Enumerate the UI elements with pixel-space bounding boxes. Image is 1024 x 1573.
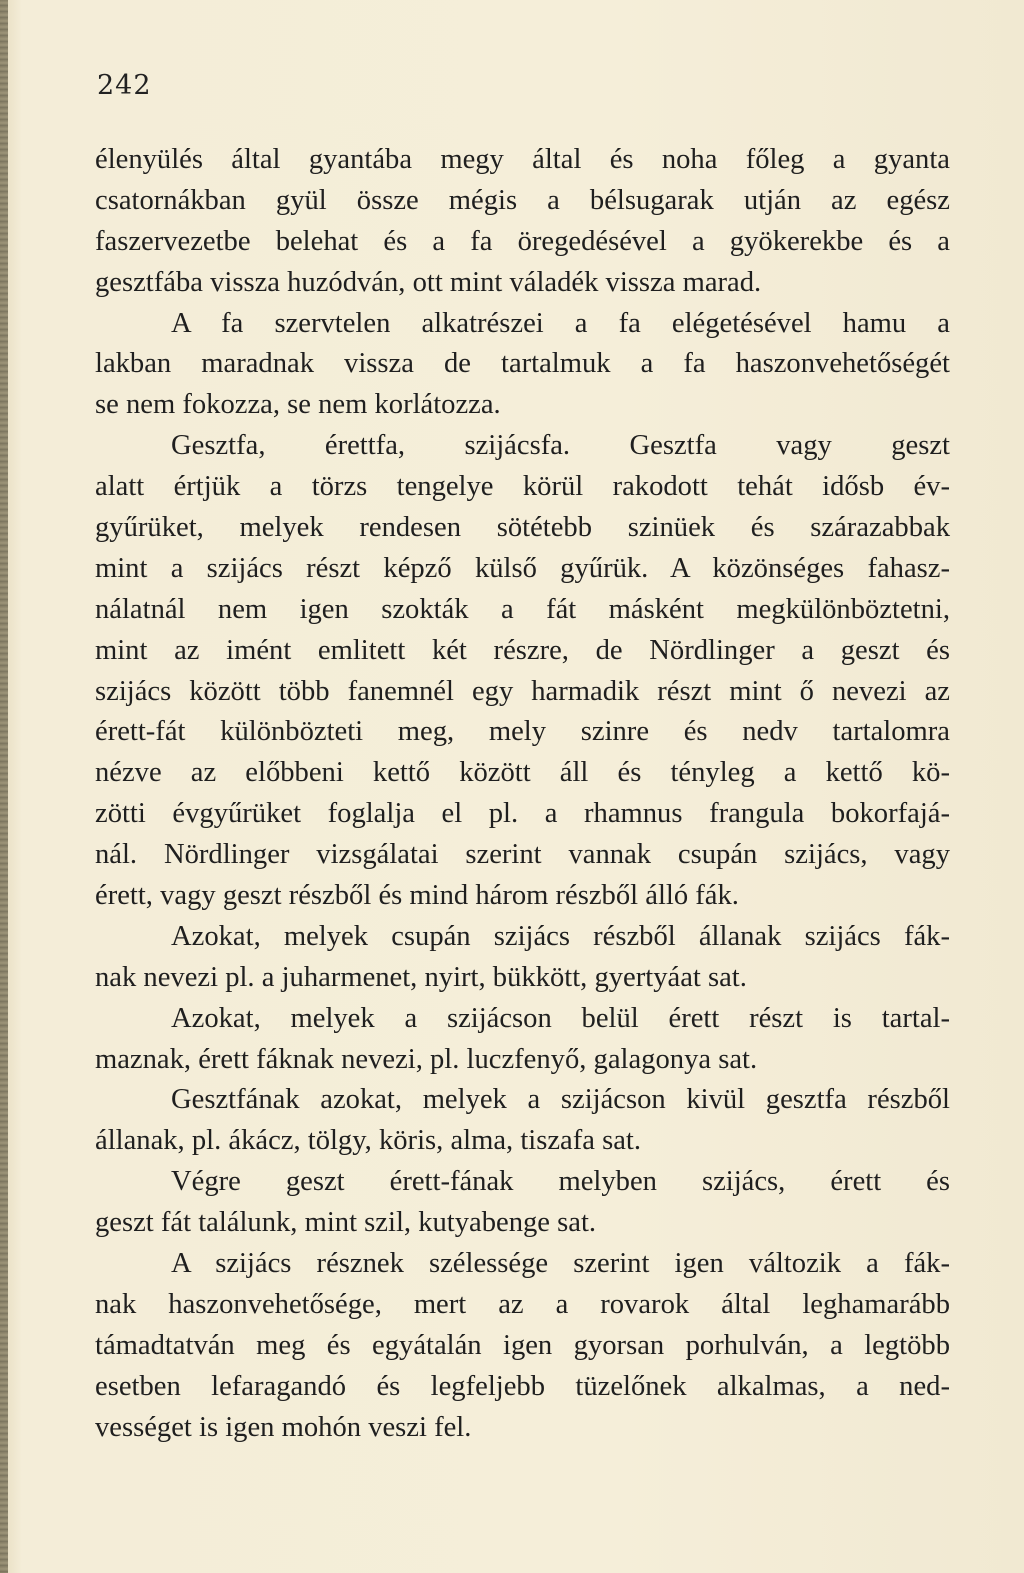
text-line: zötti évgyűrüket foglalja el pl. a rhamnus frangula bokorfajá- — [95, 798, 950, 830]
text-line: mint az imént emlitett két részre, de Nördlinger a geszt és — [95, 634, 950, 666]
text-line: élenyülés által gyantába megy által és noha főleg a gyanta — [95, 144, 950, 175]
text-line: maznak, érett fáknak nevezi, pl. luczfenyő, galagonya sat. — [95, 1043, 758, 1075]
text-line: szijács között több fanemnél egy harmadik részt mint ő nevezi az — [95, 675, 950, 707]
text-line: esetben lefaragandó és legfeljebb tüzelőnek alkalmas, a ned- — [95, 1370, 950, 1402]
text-line: gesztfába vissza huzódván, ott mint váladék vissza marad. — [95, 266, 762, 298]
text-line: mint a szijács részt képző külső gyűrük. A közönséges fahasz- — [95, 552, 950, 584]
page-number: 242 — [97, 70, 152, 101]
text-line: alatt értjük a törzs tengelye körül rakodott tehát idősb év- — [95, 471, 950, 503]
text-line: se nem fokozza, se nem korlátozza. — [95, 389, 501, 421]
page-binding-edge — [0, 0, 8, 1573]
text-line: A fa szervtelen alkatrészei a fa elégetésével hamu a — [171, 307, 950, 339]
text-line: A szijács résznek szélessége szerint igen változik a fák- — [171, 1248, 950, 1280]
text-line: nálatnál nem igen szokták a fát másként megkülönböztetni, — [95, 593, 950, 625]
text-line: gyűrüket, melyek rendesen sötétebb szinüek és szárazabbak — [95, 512, 950, 544]
text-line: nak haszonvehetősége, mert az a rovarok által leghamarább — [95, 1288, 950, 1320]
text-line: támadtatván meg és egyátalán igen gyorsan porhulván, a legtöbb — [95, 1329, 950, 1361]
text-line: Gesztfának azokat, melyek a szijácson kivül gesztfa részből — [171, 1084, 950, 1116]
text-line: nézve az előbbeni kettő között áll és tényleg a kettő kö- — [95, 757, 950, 789]
text-line: vességet is igen mohón veszi fel. — [95, 1411, 472, 1443]
text-line: érett, vagy geszt részből és mind három részből álló fák. — [95, 880, 739, 912]
text-line: érett-fát különbözteti meg, mely szinre és nedv tartalomra — [95, 716, 950, 748]
text-line: geszt fát találunk, mint szil, kutyabenge sat. — [95, 1207, 597, 1239]
text-line: Végre geszt érett-fának melyben szijács, érett és — [171, 1166, 950, 1198]
text-line: nál. Nördlinger vizsgálatai szerint vannak csupán szijács, vagy — [95, 839, 950, 871]
text-line: Azokat, melyek csupán szijács részből állanak szijács fák- — [171, 920, 950, 952]
text-line: csatornákban gyül össze mégis a bélsugarak utján az egész — [95, 184, 950, 216]
text-line: Gesztfa, érettfa, szijácsfa. Gesztfa vagy geszt — [171, 430, 950, 462]
text-line: Azokat, melyek a szijácson belül érett részt is tartal- — [171, 1002, 950, 1034]
body-text — [95, 140, 950, 1449]
text-line: nak nevezi pl. a juharmenet, nyirt, bükkött, gyertyáat sat. — [95, 961, 747, 993]
text-line: lakban maradnak vissza de tartalmuk a fa haszonvehetőségét — [95, 348, 950, 380]
text-line: faszervezetbe belehat és a fa öregedésével a gyökerekbe és a — [95, 225, 950, 257]
text-line: állanak, pl. ákácz, tölgy, köris, alma, tiszafa sat. — [95, 1125, 641, 1157]
